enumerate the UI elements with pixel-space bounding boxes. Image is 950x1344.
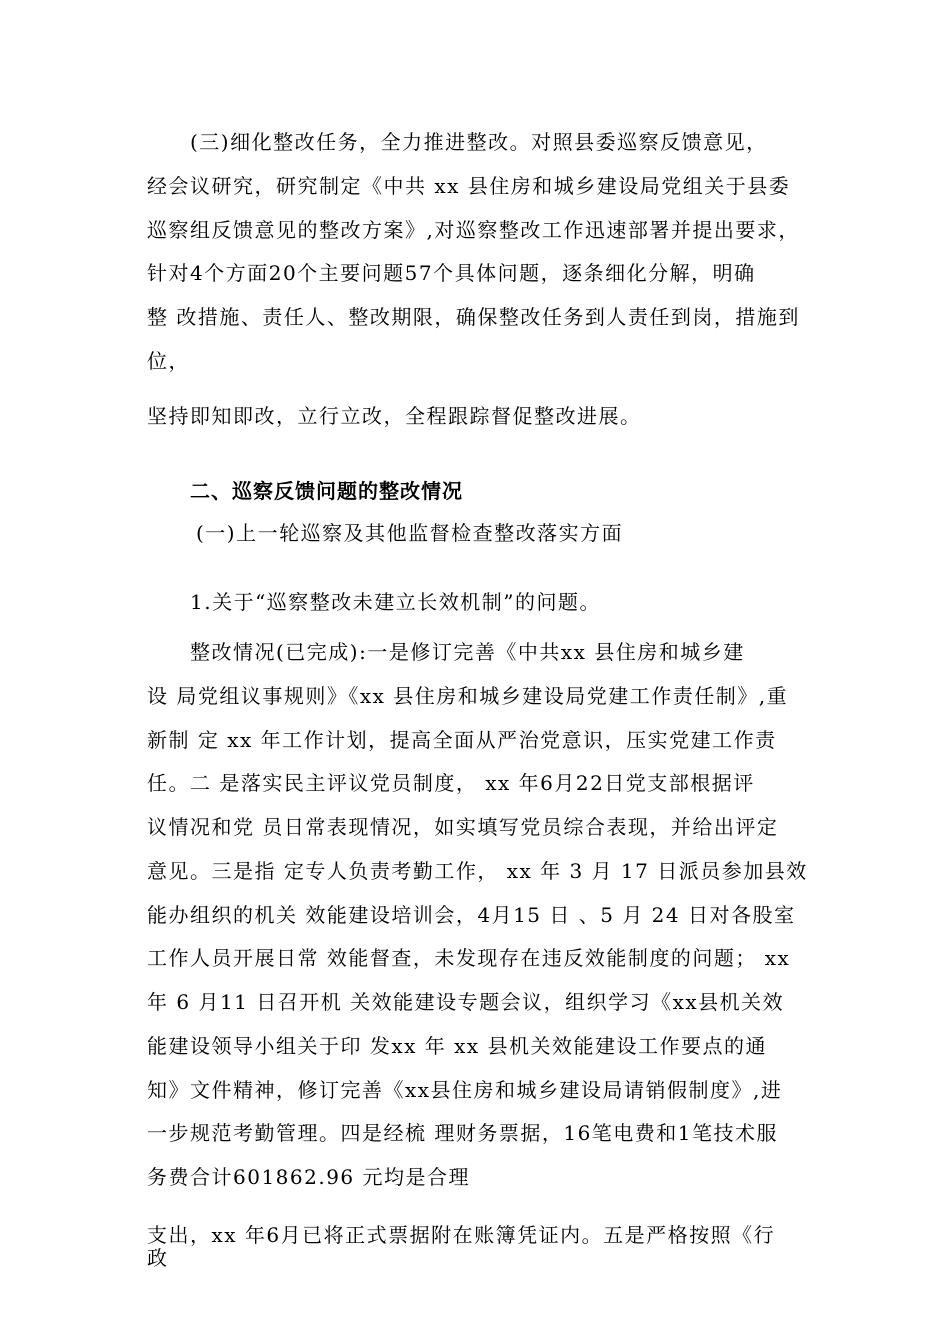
paragraph-line: 知》文件精神，修订完善《xx县住房和城乡建设局请销假制度》,进 (147, 1078, 783, 1102)
subsection-heading: (一)上一轮巡察及其他监督检查整改落实方面 (196, 521, 624, 545)
paragraph-line: 任。二 是落实民主评议党员制度， xx 年6月22日党支部根据评 (147, 771, 755, 795)
paragraph-line: 巡察组反馈意见的整改方案》,对巡察整改工作迅速部署并提出要求， (147, 218, 800, 242)
paragraph-line: 能办组织的机关 效能建设培训会，4月15 日 、5 月 24 日对各股室 (147, 903, 796, 927)
paragraph-line: 新制 定 xx 年工作计划，提高全面从严治党意识，压实党建工作责 (147, 728, 777, 752)
paragraph-line: 支出，xx 年6月已将正式票据附在账簿凭证内。五是严格按照《行 (147, 1223, 776, 1247)
item-heading: 1.关于“巡察整改未建立长效机制”的问题。 (190, 590, 602, 614)
paragraph-line: 议情况和党 员日常表现情况，如实填写党员综合表现，并给出评定 (147, 815, 779, 839)
paragraph-line: 意见。三是指 定专人负责考勤工作， xx 年 3 月 17 日派员参加县效 (147, 859, 808, 883)
paragraph-line: 年 6 月11 日召开机 关效能建设专题会议，组织学习《xx县机关效 (147, 990, 785, 1014)
paragraph-line: 整改情况(已完成):一是修订完善《中共xx 县住房和城乡建 (190, 640, 745, 664)
paragraph-line: 工作人员开展日常 效能督查，未发现存在违反效能制度的问题； xx (147, 946, 791, 970)
paragraph-line: 能建设领导小组关于印 发xx 年 xx 县机关效能建设工作要点的通 (147, 1034, 768, 1058)
paragraph-line: 经会议研究，研究制定《中共 xx 县住房和城乡建设局党组关于县委 (147, 174, 791, 198)
paragraph-line: 针对4个方面20个主要问题57个具体问题，逐条细化分解，明确 (147, 261, 756, 285)
paragraph-line: 务费合计601862.96 元均是合理 (147, 1165, 471, 1189)
section-heading: 二、巡察反馈问题的整改情况 (190, 479, 463, 503)
paragraph-line: 坚持即知即改，立行立改，全程跟踪督促整改进展。 (147, 404, 642, 428)
paragraph-line: 位， (147, 349, 190, 373)
paragraph-line: 一步规范考勤管理。四是经梳 理财务票据，16笔电费和1笔技术服 (147, 1121, 779, 1145)
paragraph-line: 政 (147, 1246, 169, 1270)
paragraph-line: 整 改措施、责任人、整改期限，确保整改任务到人责任到岗，措施到 (147, 305, 800, 329)
paragraph-line: 设 局党组议事规则》《xx 县住房和城乡建设局党建工作责任制》,重 (147, 684, 789, 708)
paragraph-line: (三)细化整改任务，全力推进整改。对照县委巡察反馈意见， (190, 130, 768, 154)
